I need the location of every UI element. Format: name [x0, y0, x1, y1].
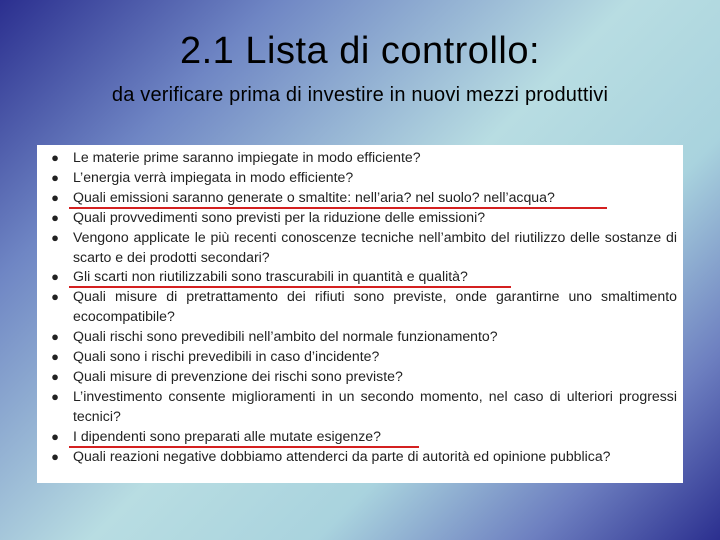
checklist-item-text: Quali reazioni negative dobbiamo attenderci da parte di autorità ed opinione pubblica? [73, 447, 611, 464]
checklist-item-text: Le materie prime saranno impiegate in modo efficiente? [73, 149, 421, 165]
checklist-item-text: Gli scarti non riutilizzabili sono trascurabili in quantità e qualità? [73, 268, 468, 285]
checklist-item [37, 447, 683, 467]
slide-subtitle: da verificare prima di investire in nuovi mezzi produttivi [111, 84, 609, 106]
bullet-icon: ● [51, 289, 59, 305]
checklist-item [37, 327, 683, 347]
bullet-icon: ● [51, 448, 59, 464]
bullet-icon: ● [51, 368, 59, 384]
checklist-item-text: Quali emissioni saranno generate o smaltite: nell’aria? nel suolo? nell’acqua? [73, 188, 555, 205]
checklist-item-text: Quali misure di pretrattamento dei rifiuti sono previste, onde garantirne uno smaltimento ecocompatibile? [73, 288, 677, 325]
checklist-item [37, 208, 683, 228]
checklist-item [37, 427, 683, 447]
checklist-item [37, 228, 683, 268]
checklist-item [37, 148, 683, 168]
checklist [37, 148, 683, 467]
bullet-icon: ● [51, 428, 59, 444]
bullet-icon: ● [51, 269, 59, 285]
bullet-icon: ● [51, 150, 59, 165]
slide-title: 2.1 Lista di controllo: [179, 30, 541, 72]
checklist-item [37, 267, 683, 287]
checklist-item-text: L’energia verrà impiegata in modo efficiente? [73, 168, 354, 185]
bullet-icon: ● [51, 209, 59, 225]
checklist-panel [37, 145, 683, 483]
checklist-item-text: L’investimento consente miglioramenti in un secondo momento, nel caso di ulteriori progressi tecnici? [73, 387, 677, 424]
checklist-item [37, 387, 683, 427]
checklist-item [37, 168, 683, 188]
bullet-icon: ● [51, 329, 59, 345]
bullet-icon: ● [51, 169, 59, 185]
checklist-item-text: Quali provvedimenti sono previsti per la riduzione delle emissioni? [73, 208, 486, 225]
checklist-item [37, 188, 683, 208]
bullet-icon: ● [51, 388, 59, 404]
bullet-icon: ● [51, 349, 59, 365]
checklist-item [37, 367, 683, 387]
bullet-icon: ● [51, 189, 59, 205]
bullet-icon: ● [51, 229, 59, 245]
checklist-item [37, 287, 683, 327]
checklist-item-text: Quali misure di prevenzione dei rischi sono previste? [73, 367, 403, 384]
checklist-item [37, 347, 683, 367]
checklist-item-text: I dipendenti sono preparati alle mutate esigenze? [73, 427, 381, 444]
checklist-item-text: Quali sono i rischi prevedibili in caso d’incidente? [73, 348, 380, 365]
checklist-item-text: Vengono applicate le più recenti conoscenze tecniche nell’ambito del riutilizzo delle sostanze di scarto e dei prodotti secondari? [73, 228, 677, 265]
checklist-item-text: Quali rischi sono prevedibili nell’ambito del normale funzionamento? [73, 328, 498, 345]
